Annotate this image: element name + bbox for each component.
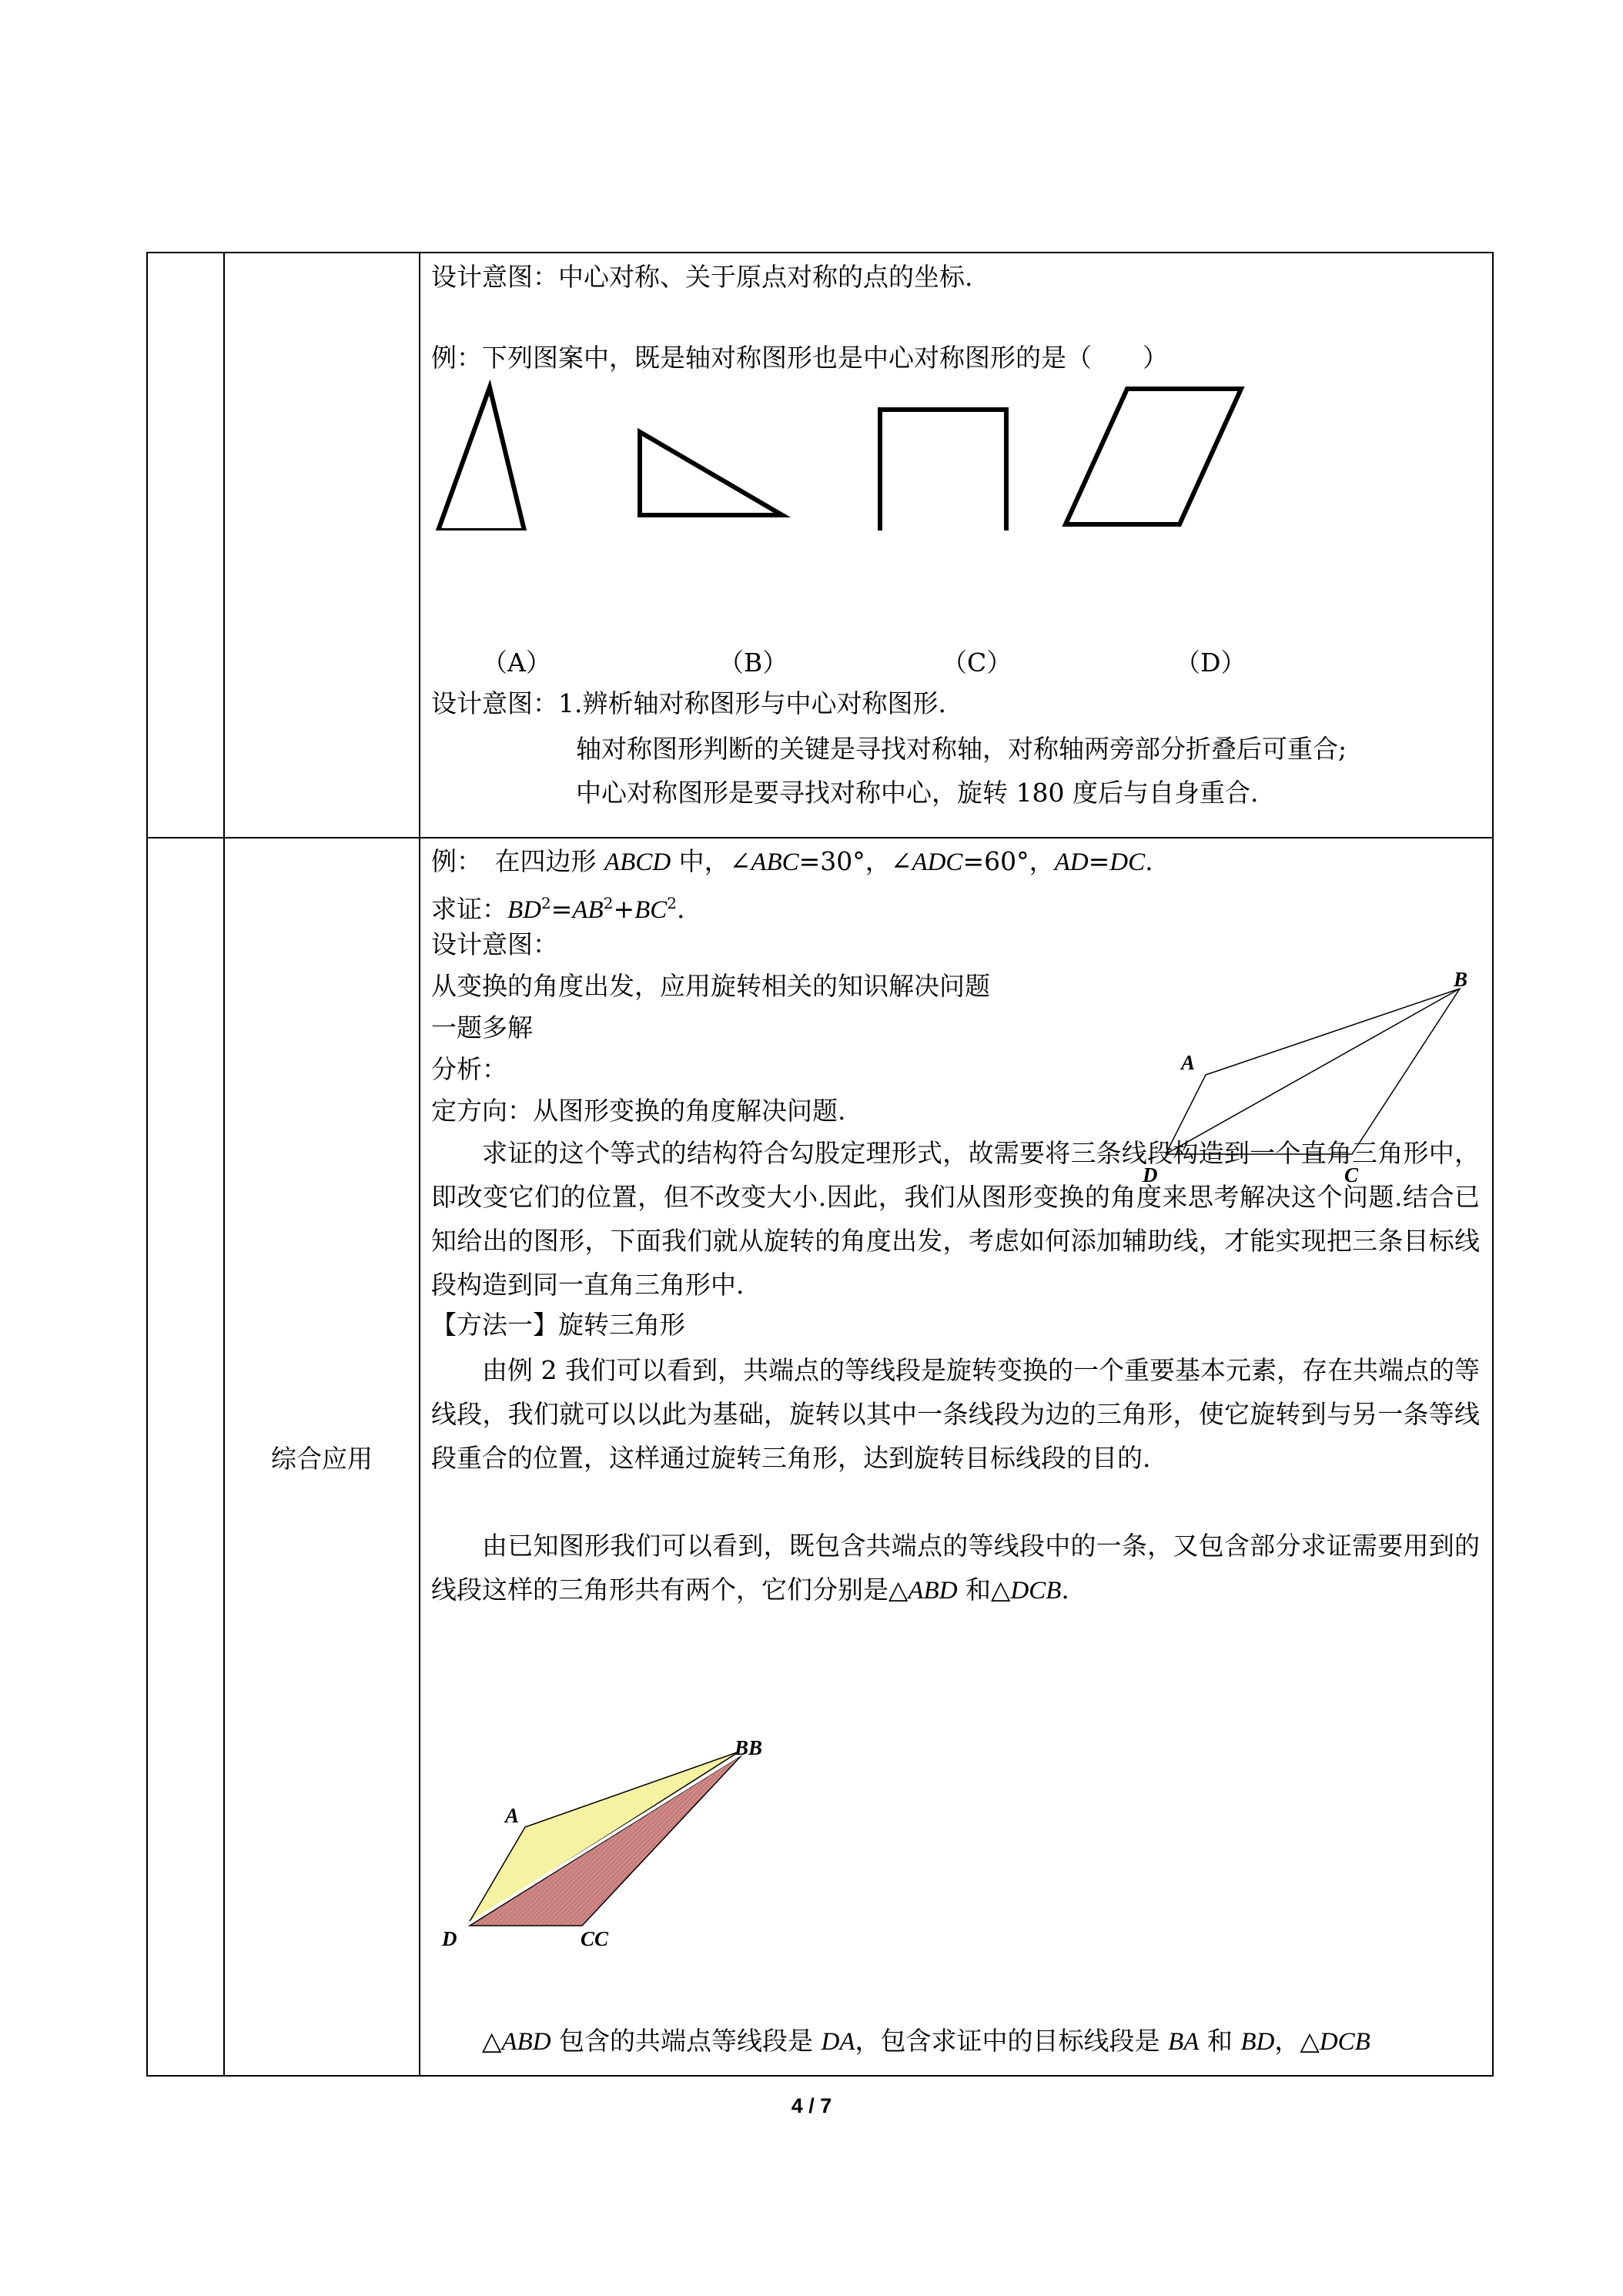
triangle-abd-analysis-line: △ABD 包含的共端点等线段是 DA，包含求证中的目标线段是 BA 和 BD，△DCB bbox=[482, 2026, 1370, 2056]
fig1-label-b: B bbox=[1454, 968, 1467, 991]
fig2-label-a: A bbox=[505, 1804, 520, 1827]
prove-statement: 求证：$BD^2=AB^2+BC^2$. bbox=[431, 894, 685, 924]
option-a-label: （A） bbox=[482, 648, 551, 678]
option-b-right-triangle bbox=[640, 432, 782, 515]
fig1-label-a: A bbox=[1181, 1051, 1196, 1074]
design-intent-2-line-2: 轴对称图形判断的关键是寻找对称轴，对称轴两旁部分折叠后可重合; bbox=[576, 734, 1347, 764]
design-intent-line-1: 从变换的角度出发，应用旋转相关的知识解决问题 bbox=[431, 971, 990, 1001]
option-d-label: （D） bbox=[1175, 648, 1247, 678]
fig2-label-b: BB bbox=[735, 1736, 763, 1759]
fig2-label-c: CC bbox=[581, 1927, 609, 1950]
design-intent-2-line-1: 设计意图：1.辨析轴对称图形与中心对称图形. bbox=[431, 688, 946, 718]
lesson-table bbox=[146, 252, 1494, 2077]
triangles-paragraph: 由已知图形我们可以看到，既包含共端点的等线段中的一条，又包含部分求证需要用到的线段这样的三角形共有两个，它们分别是△ABD 和△DCB. bbox=[431, 1531, 1480, 1605]
example-question: 例：下列图案中，既是轴对称图形也是中心对称图形的是（ ） bbox=[431, 343, 1168, 373]
analysis-label: 分析： bbox=[431, 1054, 507, 1084]
design-intent-label: 设计意图： bbox=[431, 929, 558, 959]
method-one-paragraph: 由例 2 我们可以看到，共端点的等线段是旋转变换的一个重要基本元素，存在共端点的等线段，我们就可以以此为基础，旋转以其中一条线段为边的三角形，使它旋转到与另一条等线段重合的位置，这样通过旋转三角形，达到旋转目标线段的目的. bbox=[431, 1355, 1480, 1473]
design-intent-1: 设计意图：中心对称、关于原点对称的点的坐标. bbox=[431, 262, 973, 292]
direction-line: 定方向：从图形变换的角度解决问题. bbox=[431, 1096, 846, 1126]
method-one-title: 【方法一】旋转三角形 bbox=[431, 1310, 685, 1340]
fig1-label-d: D bbox=[1143, 1163, 1158, 1186]
rotated-triangles-figure bbox=[420, 1616, 975, 1970]
option-d-parallelogram bbox=[1066, 389, 1241, 524]
row2-index-cell bbox=[147, 838, 224, 2076]
fig1-diagonal-db bbox=[1166, 989, 1460, 1154]
table-row-1 bbox=[147, 253, 1493, 838]
fig1-label-c: C bbox=[1344, 1163, 1359, 1186]
row1-content-cell bbox=[420, 253, 1493, 838]
option-b-label: （B） bbox=[718, 648, 788, 678]
design-intent-line-2: 一题多解 bbox=[431, 1012, 533, 1043]
page-number: 4 / 7 bbox=[791, 2094, 832, 2117]
row1-label-cell bbox=[224, 253, 420, 838]
shape-options-figure bbox=[420, 377, 1491, 530]
row1-index-cell bbox=[147, 253, 224, 838]
analysis-paragraph-1: 求证的这个等式的结构符合勾股定理形式，故需要将三条线段构造到一个直角三角形中，即改变它们的位置，但不改变大小.因此，我们从图形变换的角度来思考解决这个问题.结合已知给出的图形，下面我们就从旋转的角度出发，考虑如何添加辅助线，才能实现把三条目标线段构造到同一直角三角形中. bbox=[431, 1138, 1480, 1300]
design-intent-2-line-3: 中心对称图形是要寻找对称中心，旋转 180 度后与自身重合. bbox=[576, 778, 1259, 808]
option-a-isosceles-triangle bbox=[438, 387, 524, 530]
row2-content-cell bbox=[420, 838, 1493, 2076]
option-c-label: （C） bbox=[942, 648, 1012, 678]
option-c-square bbox=[880, 410, 1006, 530]
table-row-2 bbox=[147, 838, 1493, 2076]
section-label-comprehensive-application: 综合应用 bbox=[224, 838, 420, 2076]
fig2-label-d: D bbox=[442, 1927, 457, 1950]
example-statement: 例： 在四边形 ABCD 中，∠ABC=30°，∠ADC=60°，AD=DC. bbox=[431, 846, 1153, 876]
